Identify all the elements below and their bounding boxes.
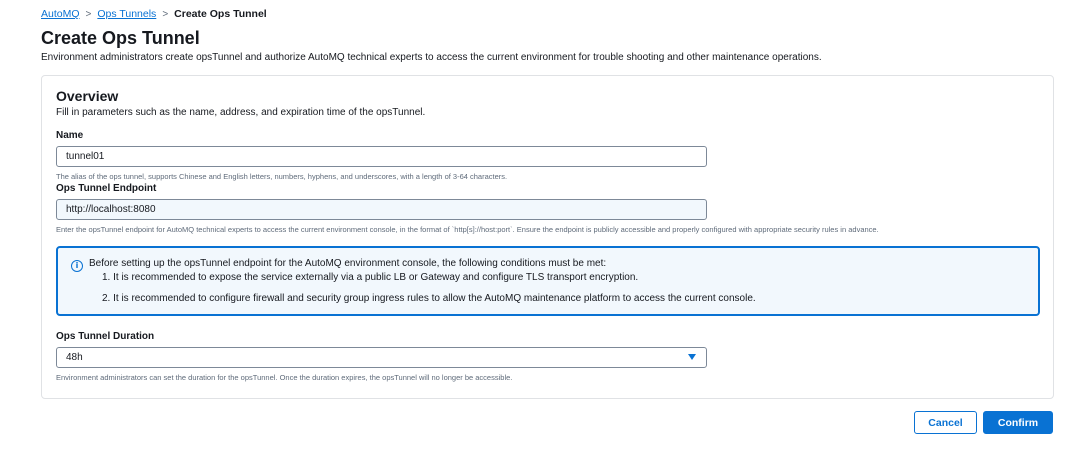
breadcrumb-link-automq[interactable]: AutoMQ [41,8,80,20]
name-input[interactable] [56,146,707,167]
chevron-right-icon: > [162,8,169,20]
info-item: 1. It is recommended to expose the service externally via a public LB or Gateway and configure TLS transport encryption. [102,272,639,283]
caret-down-icon [688,354,696,360]
duration-select[interactable] [56,347,707,368]
name-label: Name [56,130,84,141]
breadcrumb-link-ops-tunnels[interactable]: Ops Tunnels [97,8,157,20]
endpoint-input[interactable] [56,199,707,220]
cancel-button[interactable]: Cancel [914,411,977,434]
info-item: 2. It is recommended to configure firewall and security group ingress rules to allow the AutoMQ maintenance platform to access the current console. [102,293,756,304]
page-description: Environment administrators create opsTunnel and authorize AutoMQ technical experts to access the current environment for trouble shooting and other maintenance operations. [41,52,822,63]
endpoint-label: Ops Tunnel Endpoint [56,183,157,194]
duration-selected-value: 48h [66,352,83,363]
overview-title: Overview [56,88,119,104]
chevron-right-icon: > [85,8,92,20]
endpoint-help-text: Enter the opsTunnel endpoint for AutoMQ technical experts to access the current environment console, in the format of `http[s]://host:port`. Ensure the endpoint is publicly accessible and properly configured with appropriate security rules in advance. [56,225,879,234]
info-heading: Before setting up the opsTunnel endpoint for the AutoMQ environment console, the following conditions must be met: [89,258,607,269]
confirm-button[interactable]: Confirm [983,411,1053,434]
overview-panel [41,75,1054,399]
page-title: Create Ops Tunnel [41,28,200,48]
overview-description: Fill in parameters such as the name, address, and expiration time of the opsTunnel. [56,107,426,118]
name-help-text: The alias of the ops tunnel, supports Chinese and English letters, numbers, hyphens, and underscores, with a length of 3-64 characters. [56,172,508,181]
breadcrumb [41,8,267,20]
info-icon: i [71,260,83,272]
info-alert [56,246,1040,316]
duration-help-text: Environment administrators can set the duration for the opsTunnel. Once the duration expires, the opsTunnel will no longer be accessible. [56,373,513,382]
duration-label: Ops Tunnel Duration [56,331,155,342]
breadcrumb-current: Create Ops Tunnel [174,8,267,20]
